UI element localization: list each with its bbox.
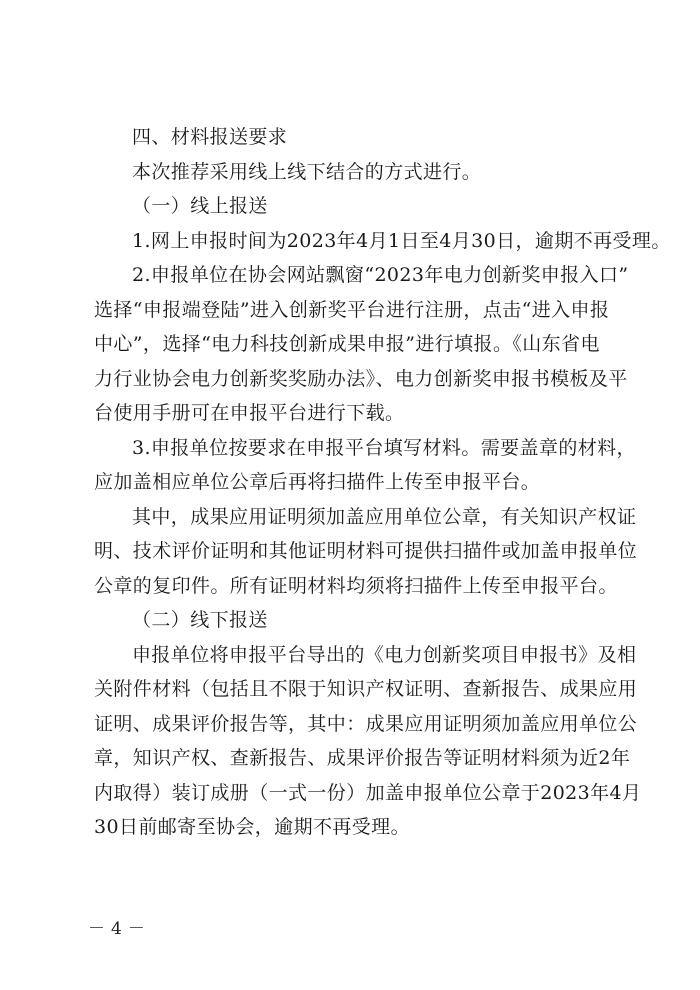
online-item-3-line: 3.申报单位按要求在申报平台填写材料。需要盖章的材料， <box>132 436 636 459</box>
online-item-2-line: 选择“申报端登陆”进入创新奖平台进行注册，点击“进入申报 <box>94 298 610 321</box>
page-number: －4－ <box>88 919 151 939</box>
offline-paragraph-line: 证明、成果评价报告等，其中：成果应用证明须加盖应用单位公 <box>94 712 638 735</box>
online-note-line: 公章的复印件。所有证明材料均须将扫描件上传至申报平台。 <box>94 574 618 597</box>
online-item-3-line: 应加盖相应单位公章后再将扫描件上传至申报平台。 <box>94 471 541 493</box>
offline-heading: （二）线下报送 <box>132 609 268 631</box>
online-note-line: 其中，成果应用证明须加盖应用单位公章，有关知识产权证 <box>132 505 637 528</box>
online-item-2-line: 台使用手册可在申报平台进行下载。 <box>94 402 405 424</box>
offline-paragraph-line: 申报单位将申报平台导出的《电力创新奖项目申报书》及相 <box>132 643 637 666</box>
online-item-2-line: 力行业协会电力创新奖奖励办法》、电力创新奖申报书模板及平 <box>94 367 628 390</box>
document-body <box>94 120 671 845</box>
section-title: 四、材料报送要求 <box>132 126 288 148</box>
online-heading: （一）线上报送 <box>132 195 268 217</box>
intro-paragraph: 本次推荐采用线上线下结合的方式进行。 <box>132 160 482 183</box>
offline-paragraph-line: 内取得）装订成册（一式一份）加盖申报单位公章于2023年4月 <box>94 781 642 804</box>
online-item-2-line: 中心”，选择“电力科技创新成果申报”进行填报。《山东省电 <box>94 333 600 355</box>
offline-paragraph-line: 章，知识产权、查新报告、成果评价报告等证明材料须为近2年 <box>94 747 631 769</box>
offline-paragraph-line: 关附件材料（包括且不限于知识产权证明、查新报告、成果应用 <box>94 678 638 700</box>
offline-paragraph-line: 30日前邮寄至协会，逾期不再受理。 <box>94 816 410 838</box>
online-note-line: 明、技术评价证明和其他证明材料可提供扫描件或加盖申报单位 <box>94 540 638 562</box>
online-item-2-line: 2.申报单位在协会网站飘窗“2023年电力创新奖申报入口” <box>132 264 629 286</box>
online-item-1: 1.网上申报时间为2023年4月1日至4月30日，逾期不再受理。 <box>132 229 671 252</box>
